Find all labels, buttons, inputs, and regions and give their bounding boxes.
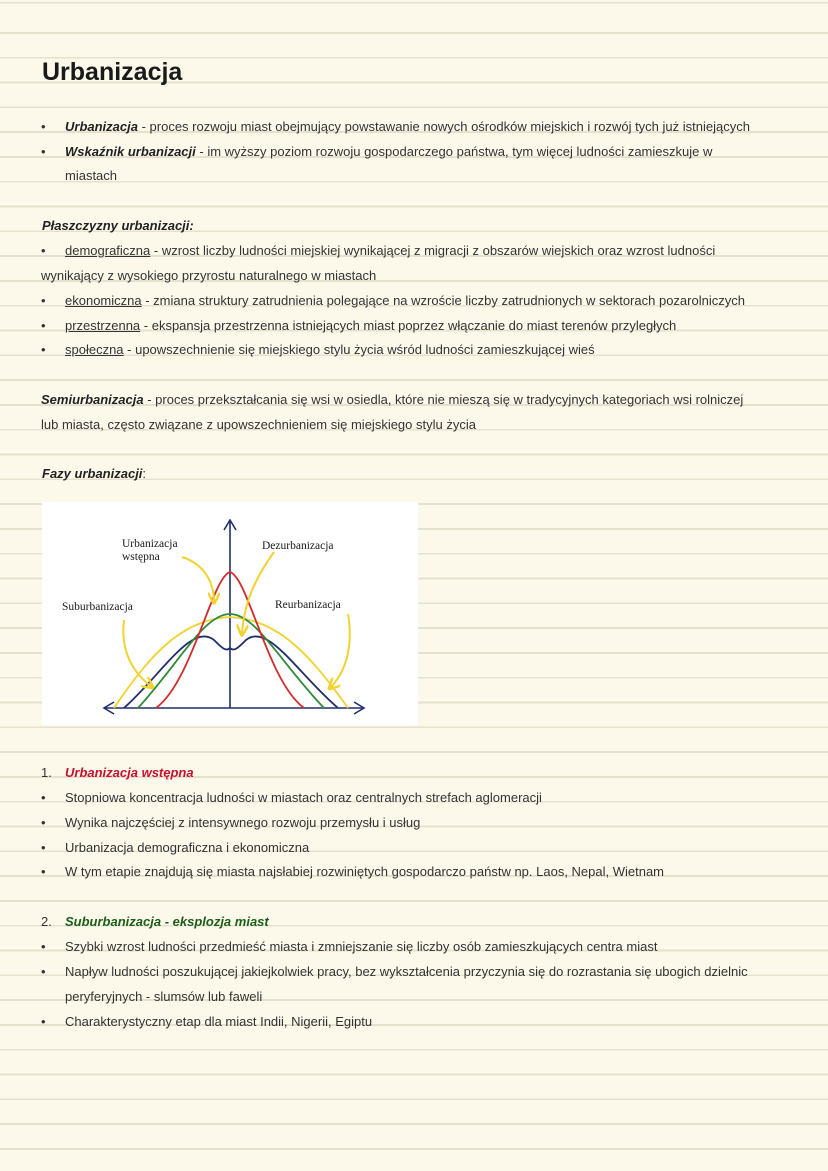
list-item: Stopniowa koncentracja ludności w miastach oraz centralnych strefach aglomeracji (65, 790, 542, 805)
definition-continuation: miastach (65, 168, 118, 183)
bullet: • (41, 939, 46, 954)
bullet: • (41, 342, 46, 357)
arrow-urbanizacja-wstepna (182, 557, 214, 602)
phase-number: 1. (41, 765, 52, 780)
list-item: Napływ ludności poszukującej jakiejkolwiek pracy, bez wykształcenia przyczynia się do rozrastania się ubogich dzielnic (65, 964, 748, 979)
plane-item-demograficzna (65, 243, 715, 259)
curve-blue (124, 636, 338, 708)
urbanization-phases-diagram (42, 502, 418, 725)
page-title: Urbanizacja (42, 58, 183, 86)
plane-text: - wzrost liczby ludności miejskiej wynikającej z migracji z obszarów wiejskich oraz wzrost ludności (150, 243, 716, 258)
bullet: • (41, 293, 46, 308)
plane-item-spoleczna (65, 342, 595, 358)
plane-text: - ekspansja przestrzenna istniejących miast poprzez włączanie do miast terenów przyległych (140, 318, 677, 333)
term: Urbanizacja (65, 119, 138, 134)
phase-number: 2. (41, 914, 52, 929)
definition-text: - proces przekształcania się wsi w osiedla, które nie mieszą się w tradycyjnych kategoriach wsi rolniczej (143, 392, 744, 407)
bullet: • (41, 243, 46, 258)
definition-urbanizacja (65, 119, 750, 135)
phases-heading-text: Fazy urbanizacji (42, 466, 143, 481)
list-item: Urbanizacja demograficzna i ekonomiczna (65, 840, 310, 855)
bullet: • (41, 840, 46, 855)
label-suburbanizacja: Suburbanizacja (62, 601, 133, 613)
term: Semiurbanizacja (41, 392, 144, 407)
bullet: • (41, 119, 46, 134)
term: Wskaźnik urbanizacji (65, 144, 196, 159)
plane-item-ekonomiczna (65, 293, 745, 309)
plane-text: - upowszechnienie się miejskiego stylu życia wśród ludności zamieszkującej wieś (123, 342, 595, 357)
label-urbanizacja-wstepna-1: Urbanizacja (122, 538, 178, 550)
definition-text: - proces rozwoju miast obejmujący powstawanie nowych ośrodków miejskich i rozwój tych już istniejących (137, 119, 750, 134)
plane-continuation: wynikający z wysokiego przyrostu naturalnego w miastach (41, 268, 377, 283)
label-dezurbanizacja: Dezurbanizacja (262, 540, 334, 552)
label-reurbanizacja: Reurbanizacja (275, 599, 341, 611)
bullet: • (41, 790, 46, 805)
plane-item-przestrzenna (65, 318, 676, 334)
curve-green (138, 614, 324, 708)
plane-text: - zmiana struktury zatrudnienia polegające na wzroście liczby zatrudnionych w sektorach pozarolniczych (141, 293, 745, 308)
diagram-svg (42, 502, 418, 725)
phases-heading-colon: : (142, 466, 147, 481)
bullet: • (41, 864, 46, 879)
list-item: Charakterystyczny etap dla miast Indii, Nigerii, Egiptu (65, 1014, 373, 1029)
section-heading-phases (42, 466, 146, 482)
definition-semiurbanizacja (41, 392, 743, 408)
plane-term: ekonomiczna (65, 293, 142, 308)
bullet: • (41, 964, 46, 979)
list-item-continuation: peryferyjnych - slumsów lub faweli (65, 989, 263, 1004)
plane-term: przestrzenna (65, 318, 141, 333)
list-item: Szybki wzrost ludności przedmieść miasta i zmniejszanie się liczby osób zamieszkujących centra miast (65, 939, 658, 954)
definition-wskaznik (65, 144, 712, 160)
bullet: • (41, 318, 46, 333)
phase-title-urbanizacja-wstepna: Urbanizacja wstępna (65, 765, 194, 780)
phase-title-suburbanizacja: Suburbanizacja - eksplozja miast (65, 914, 269, 929)
label-urbanizacja-wstepna-2: wstępna (122, 551, 160, 563)
list-item: W tym etapie znajdują się miasta najsłabiej rozwiniętych gospodarczo państw np. Laos, Nepal, Wietnam (65, 864, 665, 879)
plane-term: demograficzna (65, 243, 151, 258)
section-heading-planes: Płaszczyzny urbanizacji: (42, 218, 194, 233)
bullet: • (41, 815, 46, 830)
arrow-dezurbanizacja (242, 552, 274, 634)
definition-text: - im wyższy poziom rozwoju gospodarczego państwa, tym więcej ludności zamieszkuje w (195, 144, 713, 159)
definition-continuation: lub miasta, często związane z upowszechnieniem się miejskiego stylu życia (41, 417, 476, 432)
list-item: Wynika najczęściej z intensywnego rozwoju przemysłu i usług (65, 815, 421, 830)
bullet: • (41, 1014, 46, 1029)
arrow-reurbanizacja (330, 614, 350, 688)
bullet: • (41, 144, 46, 159)
plane-term: społeczna (65, 342, 124, 357)
arrow-suburbanizacja (123, 620, 152, 687)
